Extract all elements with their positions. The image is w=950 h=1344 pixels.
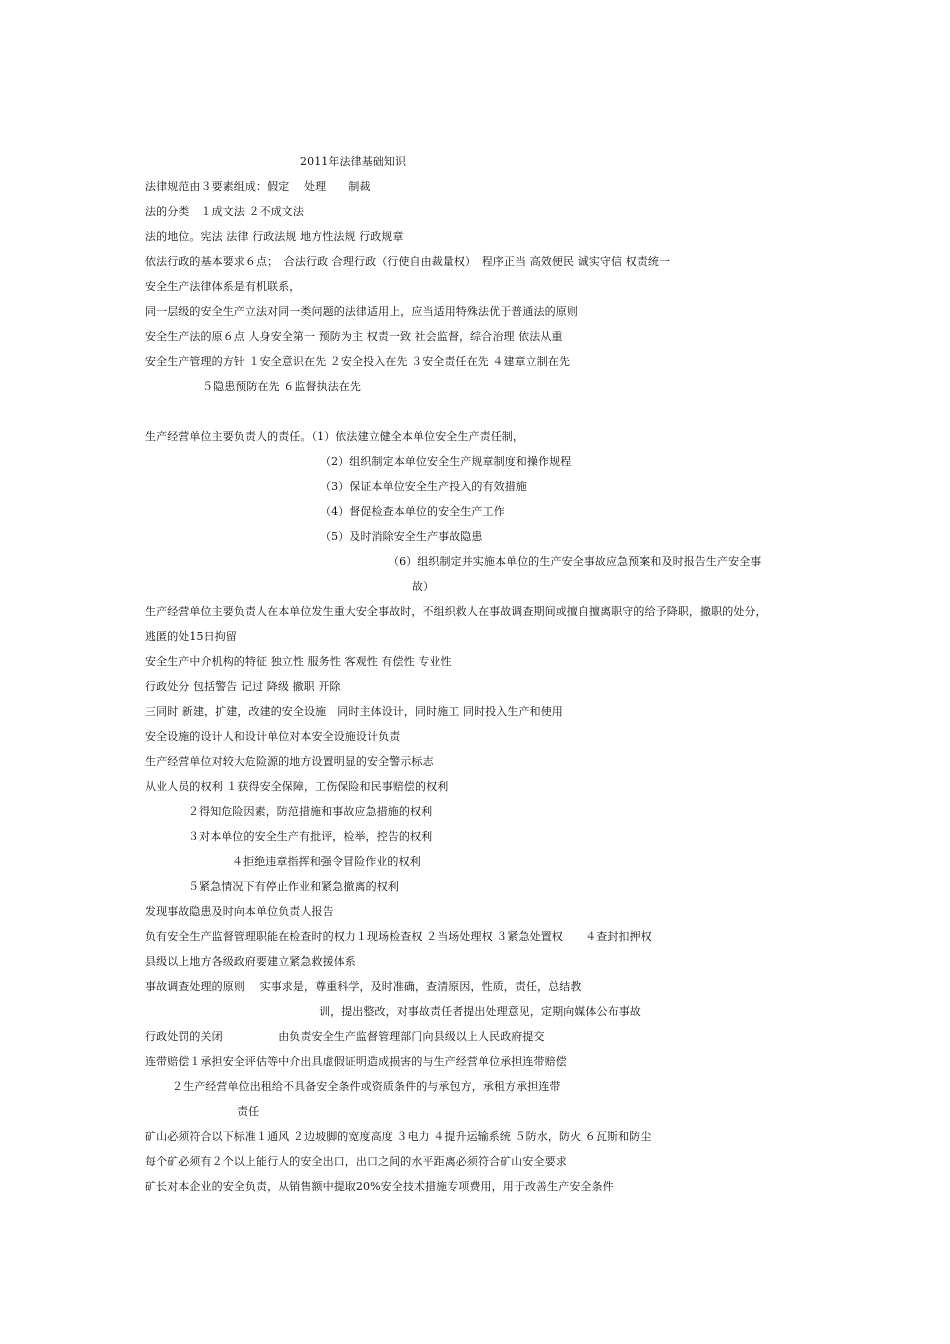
text-line-35: 连带赔偿１承担安全评估等中介出具虚假证明造成损害的与生产经营单位承担连带赔偿	[145, 1055, 567, 1068]
text-line-14: （5）及时消除安全生产事故隐患	[320, 530, 483, 543]
text-line-28: ５紧急情况下有停止作业和紧急撤离的权利	[188, 880, 399, 893]
text-line-33: 训，提出整改，对事故责任者提出处理意见，定期向媒体公布事故	[319, 1005, 641, 1018]
text-line-11: （2）组织制定本单位安全生产规章制度和操作规程	[320, 455, 572, 468]
text-line-22: 安全设施的设计人和设计单位对本安全设施设计负责	[145, 730, 401, 743]
text-line-17: 生产经营单位主要负责人在本单位发生重大安全事故时，不组织救人在事故调查期间或擅自擅离职守的给予降职，撤职的处分，	[145, 605, 767, 618]
text-line-7: 安全生产法的原６点 人身安全第一 预防为主 权责一致 社会监督，综合治理 依法从重	[145, 330, 563, 343]
text-line-27: ４拒绝违章指挥和强令冒险作业的权利	[232, 855, 421, 868]
text-line-8: 安全生产管理的方针 １安全意识在先 ２安全投入在先 ３安全责任在先 ４建章立制在先	[145, 355, 571, 368]
text-line-40: 矿长对本企业的安全负责，从销售额中提取20%安全技术措施专项费用，用于改善生产安全条件	[145, 1180, 614, 1193]
text-line-31: 县级以上地方各级政府要建立紧急救援体系	[145, 955, 356, 968]
text-line-26: ３对本单位的安全生产有批评，检举，控告的权利	[188, 830, 433, 843]
text-line-23: 生产经营单位对较大危险源的地方设置明显的安全警示标志	[145, 755, 434, 768]
text-line-6: 同一层级的安全生产立法对同一类问题的法律适用上，应当适用特殊法优于普通法的原则	[145, 305, 578, 318]
document-title: 2011年法律基础知识	[300, 155, 407, 168]
text-line-12: （3）保证本单位安全生产投入的有效措施	[320, 480, 527, 493]
text-line-21: 三同时 新建，扩建，改建的安全设施 同时主体设计，同时施工 同时投入生产和使用	[145, 705, 563, 718]
text-line-10: 生产经营单位主要负责人的责任。（1）依法建立健全本单位安全生产责任制，	[145, 430, 524, 443]
text-line-38: 矿山必须符合以下标准１通风 ２边坡脚的宽度高度 ３电力 ４提升运输系统 ５防水，防火 ６瓦斯和防尘	[145, 1130, 652, 1143]
text-line-4: 依法行政的基本要求６点； 合法行政 合理行政（行使自由裁量权） 程序正当 高效便民 诚实守信 权责统一	[145, 255, 671, 268]
text-line-32: 事故调查处理的原则 实事求是，尊重科学，及时准确，查清原因，性质，责任，总结教	[145, 980, 582, 993]
text-line-30: 负有安全生产监督管理职能在检查时的权力１现场检查权 ２当场处理权 ３紧急处置权 ４查封扣押权	[145, 930, 652, 943]
text-line-16: 故）	[412, 580, 435, 593]
text-line-20: 行政处分 包括警告 记过 降级 撤职 开除	[145, 680, 341, 693]
text-line-29: 发现事故隐患及时向本单位负责人报告	[145, 905, 334, 918]
text-line-36: ２生产经营单位出租给不具备安全条件或资质条件的与承包方，承租方承担连带	[172, 1080, 561, 1093]
text-line-37: 责任	[237, 1105, 260, 1118]
text-line-1: 法律规范由３要素组成：假定 处理 制裁	[145, 180, 371, 193]
text-line-24: 从业人员的权利 １获得安全保障，工伤保险和民事赔偿的权利	[145, 780, 449, 793]
text-line-3: 法的地位。宪法 法律 行政法规 地方性法规 行政规章	[145, 230, 404, 243]
text-line-2: 法的分类 １成文法 ２不成文法	[145, 205, 304, 218]
text-line-39: 每个矿必须有２个以上能行人的安全出口，出口之间的水平距离必须符合矿山安全要求	[145, 1155, 567, 1168]
text-line-13: （4）督促检查本单位的安全生产工作	[320, 505, 505, 518]
text-line-9: ５隐患预防在先 ６监督执法在先	[202, 380, 361, 393]
text-line-5: 安全生产法律体系是有机联系，	[145, 280, 301, 293]
text-line-19: 安全生产中介机构的特征 独立性 服务性 客观性 有偿性 专业性	[145, 655, 452, 668]
text-line-34: 行政处罚的关闭 由负责安全生产监督管理部门向县级以上人民政府提交	[145, 1030, 545, 1043]
text-line-25: ２得知危险因素，防范措施和事故应急措施的权利	[188, 805, 433, 818]
text-line-18: 逃匿的处15日拘留	[145, 630, 237, 643]
text-line-15: （6）组织制定并实施本单位的生产安全事故应急预案和及时报告生产安全事	[388, 555, 762, 568]
